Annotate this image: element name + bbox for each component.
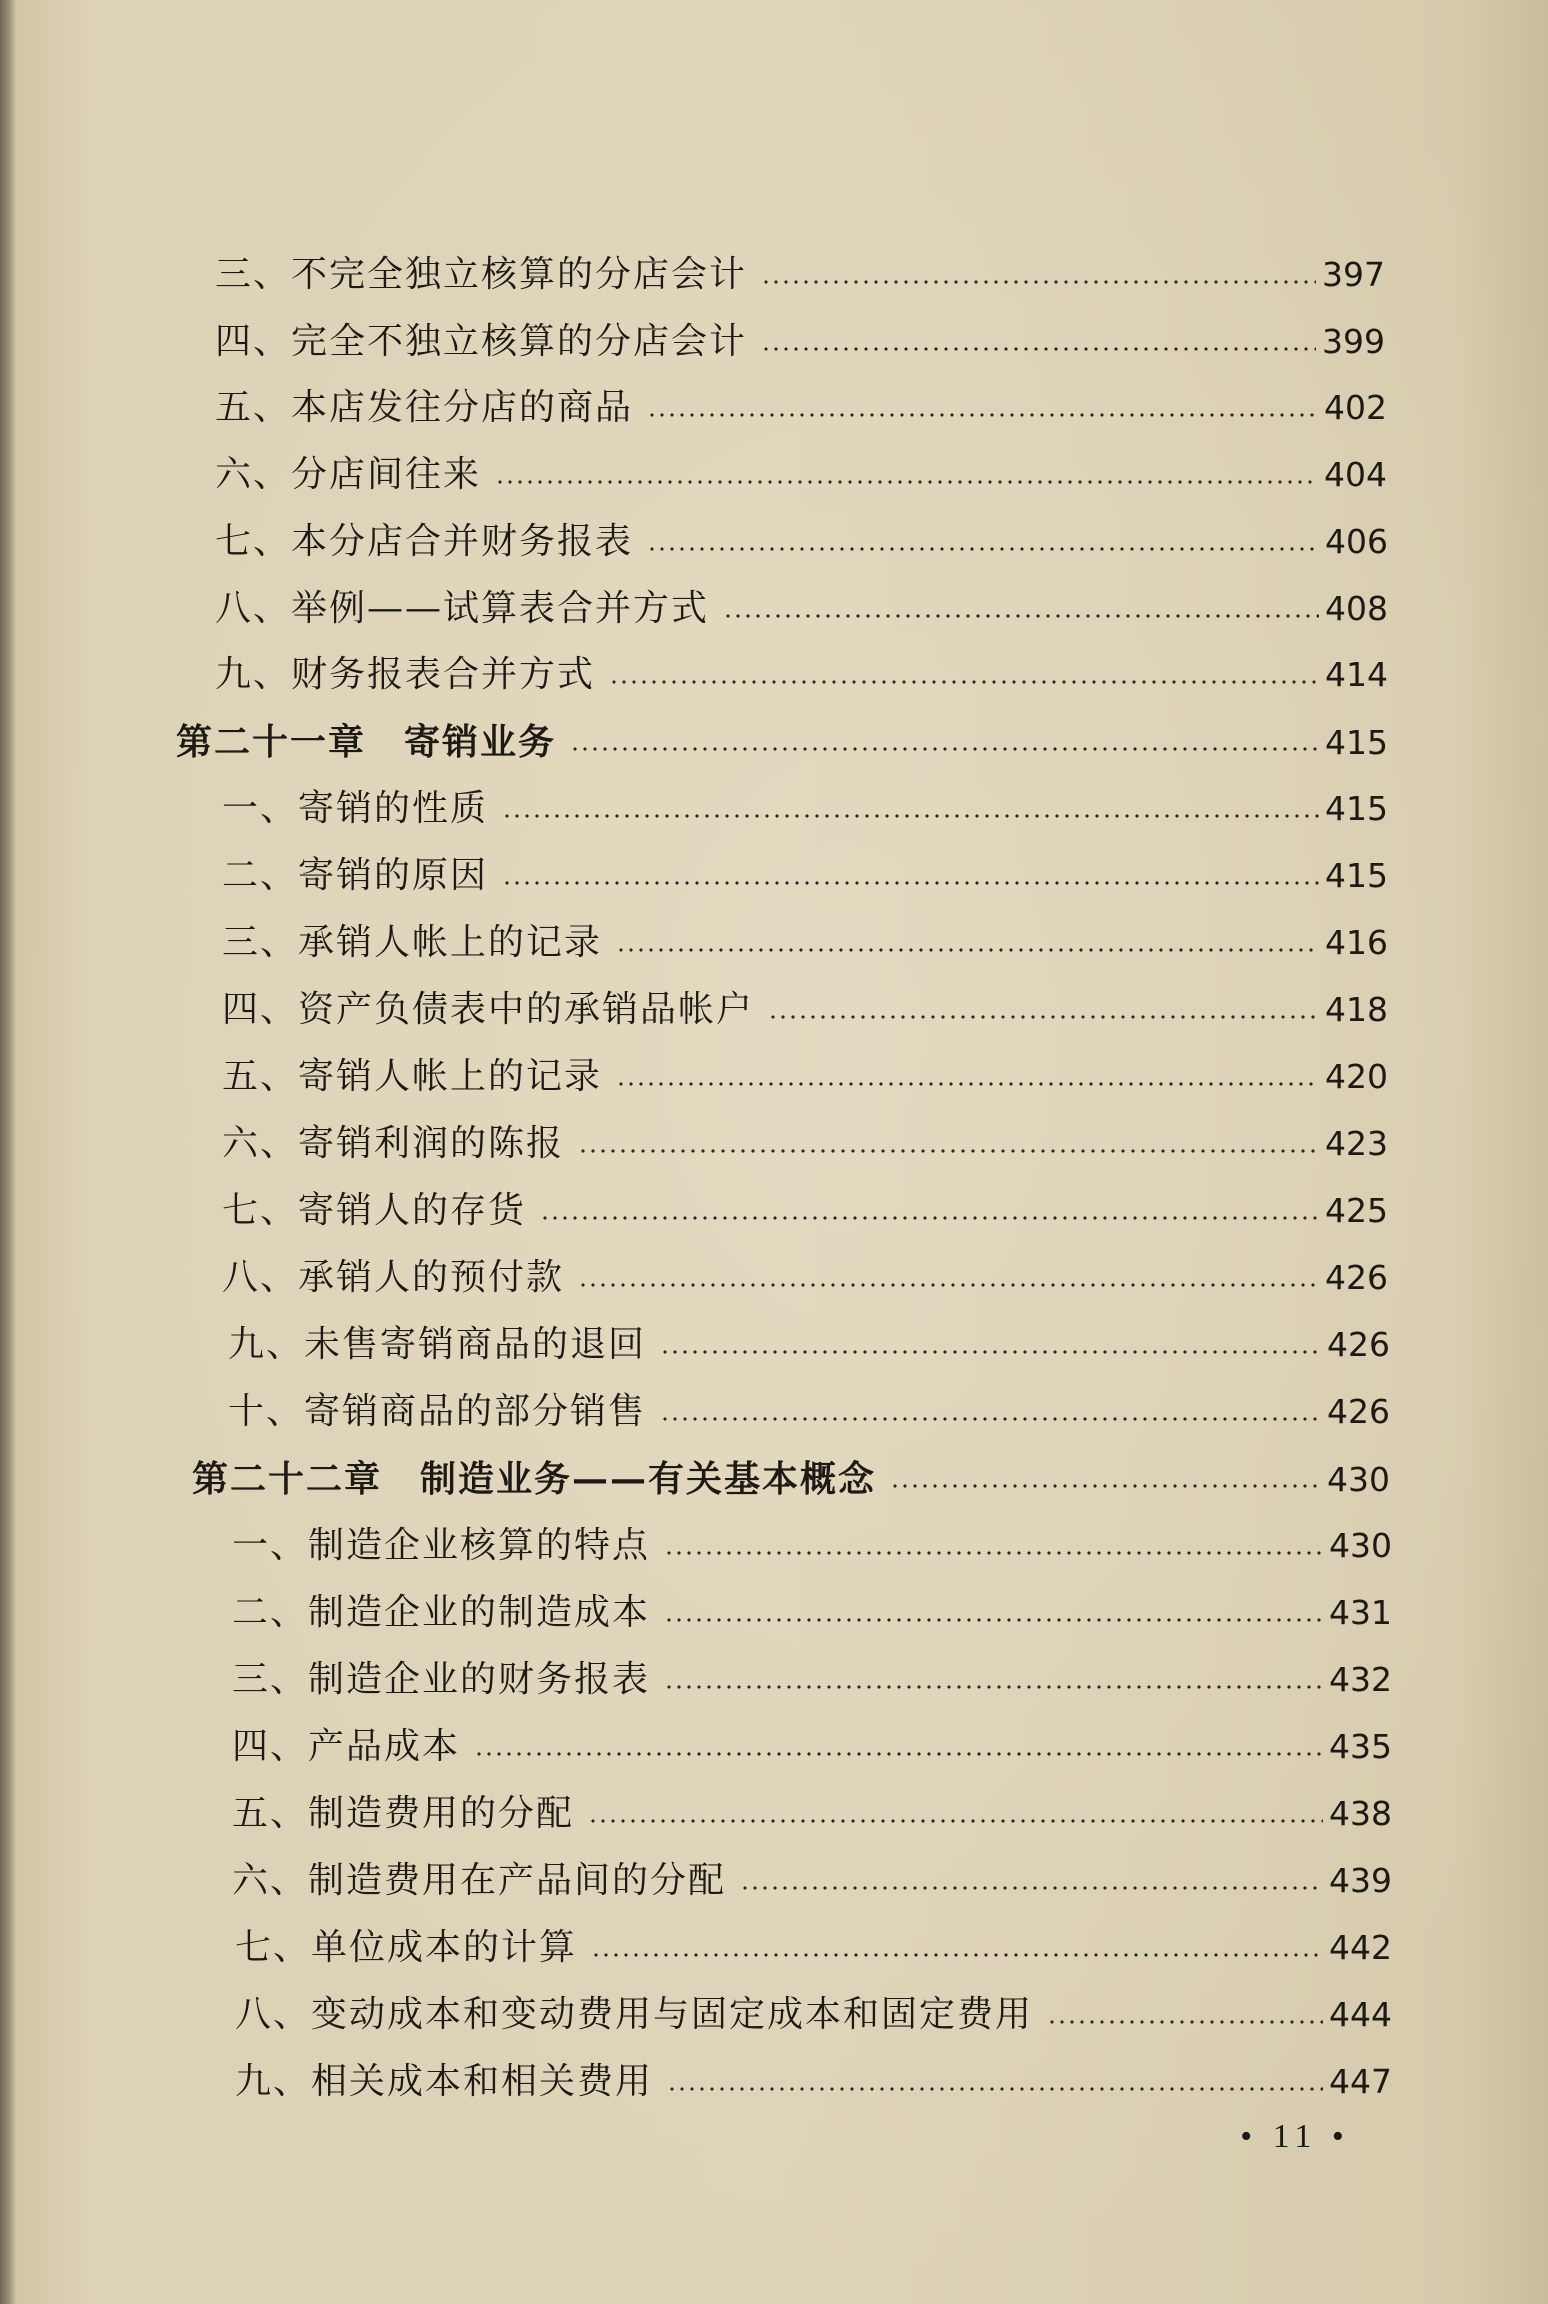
- dot-leader: [723, 614, 1319, 618]
- dot-leader: [616, 1082, 1319, 1086]
- toc-entry-page: 426: [1325, 1258, 1388, 1297]
- toc-entry: [215, 579, 1388, 639]
- toc-entry-title: 九、未售寄销商品的退回: [228, 1324, 647, 1365]
- dot-leader: [660, 1350, 1321, 1354]
- binding-shadow: [0, 0, 16, 2304]
- toc-entry-page: 425: [1325, 1191, 1388, 1230]
- toc-chapter-entry: [192, 1449, 1390, 1509]
- toc-entry-page: 397: [1322, 255, 1385, 294]
- toc-entry-page: 423: [1325, 1124, 1388, 1163]
- toc-entry-page: 431: [1329, 1593, 1392, 1632]
- toc-entry-title: 三、不完全独立核算的分店会计: [215, 254, 748, 295]
- toc-entry-page: 430: [1327, 1460, 1390, 1499]
- dot-leader: [502, 814, 1319, 818]
- toc-entry: [235, 2052, 1392, 2112]
- dot-leader: [664, 1685, 1323, 1689]
- dot-leader: [578, 1149, 1319, 1153]
- toc-entry-title: 五、寄销人帐上的记录: [222, 1056, 603, 1097]
- toc-entry-title: 七、寄销人的存货: [222, 1190, 527, 1231]
- dot-leader: [647, 547, 1319, 551]
- dot-leader: [761, 280, 1316, 284]
- dot-leader: [570, 747, 1319, 751]
- toc-entry-title: 八、承销人的预付款: [222, 1257, 565, 1298]
- toc-entry-title: 十、寄销商品的部分销售: [228, 1391, 647, 1432]
- toc-entry-page: 414: [1325, 655, 1388, 694]
- dot-leader: [660, 1417, 1321, 1421]
- toc-entry: [215, 445, 1387, 505]
- toc-entry-page: 438: [1329, 1794, 1392, 1833]
- toc-entry: [222, 1114, 1388, 1174]
- toc-entry-title: 九、财务报表合并方式: [215, 654, 596, 695]
- dot-leader: [890, 1484, 1321, 1488]
- toc-entry-title: 四、产品成本: [232, 1726, 461, 1767]
- toc-entry-page: 426: [1327, 1392, 1390, 1431]
- toc-entry-page: 415: [1325, 856, 1388, 895]
- toc-entry: [232, 1583, 1392, 1643]
- toc-entry: [215, 645, 1388, 705]
- toc-entry-page: 408: [1325, 589, 1388, 628]
- toc-entry: [228, 1382, 1390, 1442]
- toc-entry-page: 404: [1324, 455, 1387, 494]
- dot-leader: [768, 1015, 1319, 1019]
- toc-entry: [232, 1717, 1392, 1777]
- toc-entry: [222, 1181, 1388, 1241]
- toc-entry: [232, 1851, 1392, 1911]
- toc-entry: [222, 1047, 1388, 1107]
- toc-entry: [232, 1650, 1392, 1710]
- toc-entry-title: 六、制造费用在产品间的分配: [232, 1860, 727, 1901]
- toc-entry: [232, 1516, 1392, 1576]
- dot-leader: [495, 480, 1318, 484]
- toc-entry: [222, 913, 1388, 973]
- toc-entry-page: 415: [1325, 723, 1388, 762]
- toc-entry-page: 442: [1329, 1928, 1392, 1967]
- toc-entry-title: 四、完全不独立核算的分店会计: [215, 321, 748, 362]
- toc-entry-title: 六、寄销利润的陈报: [222, 1123, 565, 1164]
- page-number: • 11 •: [1240, 2118, 1350, 2155]
- toc-entry-page: 444: [1329, 1995, 1392, 2034]
- toc-entry-page: 420: [1325, 1057, 1388, 1096]
- toc-entry-title: 五、本店发往分店的商品: [215, 387, 634, 428]
- dot-leader: [667, 2087, 1323, 2091]
- dot-leader: [502, 881, 1319, 885]
- toc-entry-page: 418: [1325, 990, 1388, 1029]
- toc-entry-page: 432: [1329, 1660, 1392, 1699]
- toc-entry-title: 七、单位成本的计算: [235, 1927, 578, 1968]
- toc-entry-title: 三、承销人帐上的记录: [222, 922, 603, 963]
- toc-entry-title: 九、相关成本和相关费用: [235, 2061, 654, 2102]
- dot-leader: [761, 347, 1316, 351]
- toc-entry-page: 439: [1329, 1861, 1392, 1900]
- toc-entry-title: 一、制造企业核算的特点: [232, 1525, 651, 1566]
- dot-leader: [616, 948, 1319, 952]
- toc-entry: [215, 312, 1385, 372]
- dot-leader: [664, 1551, 1323, 1555]
- toc-entry-page: 406: [1325, 522, 1388, 561]
- dot-leader: [609, 680, 1319, 684]
- toc-entry: [228, 1315, 1390, 1375]
- toc-entry: [222, 980, 1388, 1040]
- toc-entry-title: 四、资产负债表中的承销品帐户: [222, 989, 755, 1030]
- toc-entry: [222, 1248, 1388, 1308]
- toc-entry-title: 七、本分店合并财务报表: [215, 521, 634, 562]
- dot-leader: [664, 1618, 1323, 1622]
- dot-leader: [591, 1953, 1323, 1957]
- toc-entry: [235, 1918, 1392, 1978]
- toc-entry-title: 三、制造企业的财务报表: [232, 1659, 651, 1700]
- toc-entry: [215, 378, 1387, 438]
- toc-entry-title: 二、寄销的原因: [222, 855, 489, 896]
- toc-entry-page: 430: [1329, 1526, 1392, 1565]
- toc-entry: [232, 1784, 1392, 1844]
- toc-chapter-entry: [176, 712, 1388, 772]
- toc-chapter-title: 第二十一章 寄销业务: [176, 721, 557, 763]
- toc-entry-page: 402: [1324, 388, 1387, 427]
- dot-leader: [540, 1216, 1319, 1220]
- toc-entry-page: 415: [1325, 789, 1388, 828]
- dot-leader: [647, 413, 1318, 417]
- toc-entry-title: 五、制造费用的分配: [232, 1793, 575, 1834]
- toc-entry: [222, 779, 1388, 839]
- toc-entry-page: 416: [1325, 923, 1388, 962]
- toc-entry-page: 435: [1329, 1727, 1392, 1766]
- toc-entry-page: 447: [1329, 2062, 1392, 2101]
- toc-chapter-title: 第二十二章 制造业务——有关基本概念: [192, 1458, 877, 1500]
- toc-entry-title: 二、制造企业的制造成本: [232, 1592, 651, 1633]
- toc-entry-title: 六、分店间往来: [215, 454, 482, 495]
- dot-leader: [740, 1886, 1323, 1890]
- dot-leader: [474, 1752, 1323, 1756]
- dot-leader: [578, 1283, 1319, 1287]
- toc-entry: [215, 245, 1385, 305]
- toc-entry-page: 426: [1327, 1325, 1390, 1364]
- toc-entry-title: 一、寄销的性质: [222, 788, 489, 829]
- toc-entry-page: 399: [1322, 322, 1385, 361]
- dot-leader: [588, 1819, 1323, 1823]
- toc-entry: [222, 846, 1388, 906]
- dot-leader: [1047, 2020, 1323, 2024]
- toc-entry-title: 八、变动成本和变动费用与固定成本和固定费用: [235, 1994, 1034, 2035]
- toc-entry-title: 八、举例——试算表合并方式: [215, 588, 710, 629]
- toc-entry: [215, 512, 1388, 572]
- toc-entry: [235, 1985, 1392, 2045]
